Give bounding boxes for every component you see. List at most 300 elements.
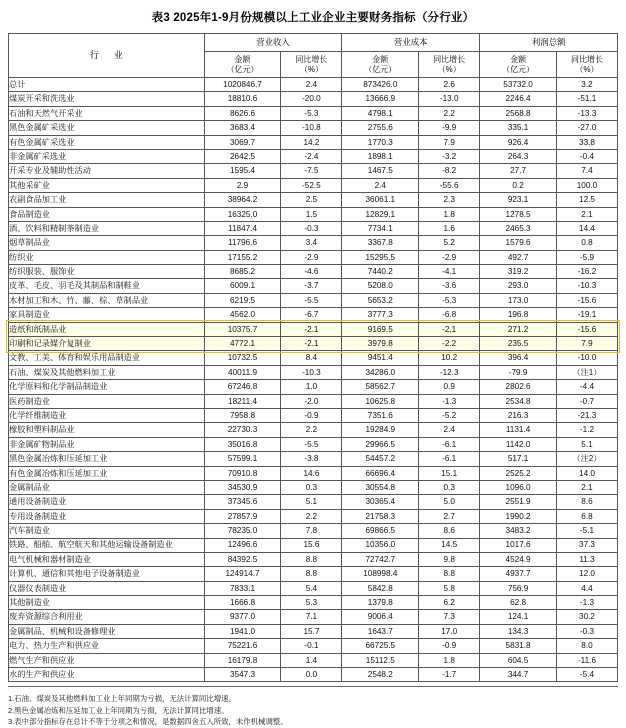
table-row: [9, 552, 618, 566]
revenue-amount-cell: 2.9: [204, 178, 281, 192]
revenue-growth-cell: -5.5: [281, 293, 342, 307]
revenue-amount-cell: 3683.4: [204, 121, 281, 135]
cost-growth-cell: 2.2: [419, 106, 480, 120]
revenue-growth-cell: 7.8: [281, 524, 342, 538]
profit-growth-cell: -10.3: [556, 279, 617, 293]
cost-growth-cell: 6.2: [419, 596, 480, 610]
table-row: [9, 466, 618, 480]
industry-name-cell: 医药制造业: [9, 394, 205, 408]
cost-amount-cell: 9169.5: [342, 322, 419, 336]
profit-growth-cell: -21.3: [556, 408, 617, 422]
profit-amount-cell: 124.1: [480, 610, 557, 624]
industry-name-cell: 计算机、通信和其他电子设备制造业: [9, 567, 205, 581]
cost-growth-cell: -2.1: [419, 322, 480, 336]
profit-amount-cell: 216.3: [480, 408, 557, 422]
cost-growth-cell: 1.8: [419, 653, 480, 667]
industry-name-cell: 文教、工美、体育和娱乐用品制造业: [9, 351, 205, 365]
profit-growth-cell: -15.6: [556, 322, 617, 336]
profit-amount-cell: 2802.6: [480, 380, 557, 394]
profit-amount-cell: 923.1: [480, 193, 557, 207]
revenue-amount-cell: 84392.5: [204, 552, 281, 566]
revenue-amount-cell: 9377.0: [204, 610, 281, 624]
profit-amount-cell: 53732.0: [480, 78, 557, 92]
cost-growth-cell: 8.6: [419, 524, 480, 538]
cost-growth-cell: -2.9: [419, 250, 480, 264]
profit-growth-cell: -0.3: [556, 624, 617, 638]
table-row: [9, 106, 618, 120]
cost-amount-cell: 2.4: [342, 178, 419, 192]
note-line: 3.表中部分指标存在总计不等于分项之和情况，是数据四舍五入所致，未作机械调整。: [8, 717, 288, 727]
table-row: [9, 149, 618, 163]
table-row: [9, 135, 618, 149]
revenue-amount-cell: 67246.8: [204, 380, 281, 394]
profit-amount-cell: 1142.0: [480, 437, 557, 451]
column-header-profit-growth: 同比增长 （%）: [556, 52, 617, 78]
cost-amount-cell: 873426.0: [342, 78, 419, 92]
revenue-amount-cell: 16325.0: [204, 207, 281, 221]
profit-amount-cell: 335.1: [480, 121, 557, 135]
revenue-amount-cell: 7833.1: [204, 581, 281, 595]
profit-growth-cell: （注2）: [556, 452, 617, 466]
profit-amount-cell: 2525.2: [480, 466, 557, 480]
industry-name-cell: 石油和天然气开采业: [9, 106, 205, 120]
table-row: [9, 610, 618, 624]
cost-amount-cell: 66696.4: [342, 466, 419, 480]
profit-growth-cell: -1.2: [556, 423, 617, 437]
profit-amount-cell: 4937.7: [480, 567, 557, 581]
profit-growth-cell: -51.1: [556, 92, 617, 106]
cost-growth-cell: 7.9: [419, 135, 480, 149]
industry-name-cell: 纺织业: [9, 250, 205, 264]
profit-amount-cell: 2246.4: [480, 92, 557, 106]
revenue-amount-cell: 4562.0: [204, 308, 281, 322]
revenue-growth-cell: 8.8: [281, 567, 342, 581]
table-row: [9, 207, 618, 221]
table-row: [9, 178, 618, 192]
industry-name-cell: 木材加工和木、竹、藤、棕、草制品业: [9, 293, 205, 307]
cost-amount-cell: 34286.0: [342, 365, 419, 379]
revenue-growth-cell: -0.1: [281, 639, 342, 653]
table-row: [9, 380, 618, 394]
profit-amount-cell: 134.3: [480, 624, 557, 638]
profit-growth-cell: -4.4: [556, 380, 617, 394]
profit-growth-cell: -15.6: [556, 293, 617, 307]
industry-name-cell: 化学纤维制造业: [9, 408, 205, 422]
cost-amount-cell: 108998.4: [342, 567, 419, 581]
cost-amount-cell: 15295.5: [342, 250, 419, 264]
profit-growth-cell: 7.4: [556, 164, 617, 178]
industry-name-cell: 印刷和记录媒介复制业: [9, 337, 205, 351]
profit-amount-cell: 1017.6: [480, 538, 557, 552]
industry-name-cell: 黑色金属矿采选业: [9, 121, 205, 135]
cost-growth-cell: -6.1: [419, 452, 480, 466]
cost-amount-cell: 12829.1: [342, 207, 419, 221]
revenue-growth-cell: 5.3: [281, 596, 342, 610]
table-row: [9, 538, 618, 552]
industry-name-cell: 汽车制造业: [9, 524, 205, 538]
revenue-amount-cell: 3547.3: [204, 668, 281, 682]
revenue-growth-cell: -2.4: [281, 149, 342, 163]
revenue-amount-cell: 1020846.7: [204, 78, 281, 92]
profit-growth-cell: 4.4: [556, 581, 617, 595]
cost-growth-cell: 7.3: [419, 610, 480, 624]
cost-amount-cell: 29966.5: [342, 437, 419, 451]
revenue-amount-cell: 124914.7: [204, 567, 281, 581]
industry-name-cell: 通用设备制造业: [9, 495, 205, 509]
cost-growth-cell: -3.2: [419, 149, 480, 163]
industry-name-cell: 其他采矿业: [9, 178, 205, 192]
cost-growth-cell: -8.2: [419, 164, 480, 178]
cost-growth-cell: -6.8: [419, 308, 480, 322]
table-row: [9, 567, 618, 581]
industry-name-cell: 专用设备制造业: [9, 509, 205, 523]
table-row: [9, 452, 618, 466]
cost-amount-cell: 5653.2: [342, 293, 419, 307]
industry-name-cell: 其他制造业: [9, 596, 205, 610]
profit-growth-cell: -0.7: [556, 394, 617, 408]
industry-name-cell: 农副食品加工业: [9, 193, 205, 207]
profit-amount-cell: 1278.5: [480, 207, 557, 221]
revenue-amount-cell: 35016.8: [204, 437, 281, 451]
profit-amount-cell: 1131.4: [480, 423, 557, 437]
industry-name-cell: 废弃资源综合利用业: [9, 610, 205, 624]
cost-amount-cell: 2755.6: [342, 121, 419, 135]
industry-name-cell: 开采专业及辅助性活动: [9, 164, 205, 178]
cost-amount-cell: 9451.4: [342, 351, 419, 365]
profit-amount-cell: 1096.0: [480, 480, 557, 494]
revenue-amount-cell: 17155.2: [204, 250, 281, 264]
column-header-cost-amount: 金额 （亿元）: [342, 52, 419, 78]
cost-amount-cell: 7440.2: [342, 265, 419, 279]
cost-growth-cell: 5.8: [419, 581, 480, 595]
profit-growth-cell: -19.1: [556, 308, 617, 322]
revenue-growth-cell: 2.4: [281, 78, 342, 92]
table-row: [9, 293, 618, 307]
cost-amount-cell: 1643.7: [342, 624, 419, 638]
revenue-amount-cell: 10375.7: [204, 322, 281, 336]
profit-growth-cell: 8.6: [556, 495, 617, 509]
cost-amount-cell: 69866.5: [342, 524, 419, 538]
profit-amount-cell: 235.5: [480, 337, 557, 351]
revenue-growth-cell: 8.8: [281, 552, 342, 566]
profit-amount-cell: 396.4: [480, 351, 557, 365]
revenue-amount-cell: 4772.1: [204, 337, 281, 351]
cost-amount-cell: 7351.6: [342, 408, 419, 422]
table-row: [9, 365, 618, 379]
revenue-amount-cell: 12496.6: [204, 538, 281, 552]
profit-amount-cell: 27.7: [480, 164, 557, 178]
cost-growth-cell: 17.0: [419, 624, 480, 638]
table-row: [9, 322, 618, 336]
cost-growth-cell: -6.1: [419, 437, 480, 451]
profit-amount-cell: 173.0: [480, 293, 557, 307]
table-row: [9, 78, 618, 92]
note-line: 2.黑色金属冶炼和压延加工业上年同期为亏损，无法计算同比增速。: [8, 705, 229, 715]
revenue-growth-cell: 2.2: [281, 423, 342, 437]
revenue-growth-cell: -5.3: [281, 106, 342, 120]
cost-growth-cell: 2.6: [419, 78, 480, 92]
revenue-amount-cell: 18211.4: [204, 394, 281, 408]
revenue-growth-cell: -2.1: [281, 337, 342, 351]
table-row: [9, 351, 618, 365]
cost-growth-cell: -1.3: [419, 394, 480, 408]
revenue-amount-cell: 6009.1: [204, 279, 281, 293]
profit-amount-cell: 293.0: [480, 279, 557, 293]
cost-growth-cell: 5.2: [419, 236, 480, 250]
profit-growth-cell: 12.5: [556, 193, 617, 207]
industry-name-cell: 仪器仪表制造业: [9, 581, 205, 595]
industry-name-cell: 水的生产和供应业: [9, 668, 205, 682]
cost-growth-cell: 2.3: [419, 193, 480, 207]
cost-amount-cell: 3777.3: [342, 308, 419, 322]
cost-growth-cell: -12.3: [419, 365, 480, 379]
profit-amount-cell: 264.3: [480, 149, 557, 163]
industry-name-cell: 黑色金属冶炼和压延加工业: [9, 452, 205, 466]
revenue-growth-cell: 8.4: [281, 351, 342, 365]
revenue-growth-cell: -6.7: [281, 308, 342, 322]
revenue-growth-cell: 1.5: [281, 207, 342, 221]
cost-growth-cell: 1.8: [419, 207, 480, 221]
profit-growth-cell: 14.0: [556, 466, 617, 480]
revenue-amount-cell: 22730.3: [204, 423, 281, 437]
financial-indicators-table: [8, 33, 618, 682]
table-row: [9, 408, 618, 422]
revenue-growth-cell: 15.6: [281, 538, 342, 552]
profit-growth-cell: -16.2: [556, 265, 617, 279]
revenue-growth-cell: 2.2: [281, 509, 342, 523]
industry-name-cell: 酒、饮料和精制茶制造业: [9, 221, 205, 235]
revenue-growth-cell: -4.6: [281, 265, 342, 279]
table-row: [9, 437, 618, 451]
cost-growth-cell: -55.6: [419, 178, 480, 192]
revenue-amount-cell: 1666.8: [204, 596, 281, 610]
table-row: [9, 337, 618, 351]
industry-name-cell: 石油、煤炭及其他燃料加工业: [9, 365, 205, 379]
industry-name-cell: 电气机械和器材制造业: [9, 552, 205, 566]
cost-growth-cell: 2.7: [419, 509, 480, 523]
profit-growth-cell: 30.2: [556, 610, 617, 624]
profit-growth-cell: -11.6: [556, 653, 617, 667]
cost-amount-cell: 58562.7: [342, 380, 419, 394]
column-header-revenue-amount: 金额 （亿元）: [204, 52, 281, 78]
profit-growth-cell: 2.1: [556, 207, 617, 221]
profit-amount-cell: 517.1: [480, 452, 557, 466]
profit-growth-cell: 5.1: [556, 437, 617, 451]
profit-amount-cell: 2568.8: [480, 106, 557, 120]
profit-amount-cell: 0.2: [480, 178, 557, 192]
revenue-growth-cell: -3.8: [281, 452, 342, 466]
revenue-growth-cell: -10.8: [281, 121, 342, 135]
revenue-growth-cell: -2.1: [281, 322, 342, 336]
cost-amount-cell: 3979.8: [342, 337, 419, 351]
industry-name-cell: 燃气生产和供应业: [9, 653, 205, 667]
industry-name-cell: 食品制造业: [9, 207, 205, 221]
revenue-amount-cell: 2642.5: [204, 149, 281, 163]
cost-amount-cell: 5208.0: [342, 279, 419, 293]
cost-amount-cell: 72742.7: [342, 552, 419, 566]
cost-amount-cell: 7734.1: [342, 221, 419, 235]
industry-name-cell: 有色金属矿采选业: [9, 135, 205, 149]
table-row: [9, 653, 618, 667]
cost-amount-cell: 1379.8: [342, 596, 419, 610]
revenue-growth-cell: 0.3: [281, 480, 342, 494]
table-row: [9, 279, 618, 293]
revenue-growth-cell: 3.4: [281, 236, 342, 250]
revenue-amount-cell: 6219.5: [204, 293, 281, 307]
column-header-industry: 行 业: [9, 34, 205, 78]
industry-name-cell: 烟草制品业: [9, 236, 205, 250]
profit-growth-cell: -13.3: [556, 106, 617, 120]
table-row: [9, 524, 618, 538]
revenue-growth-cell: 7.1: [281, 610, 342, 624]
table-row: [9, 423, 618, 437]
cost-growth-cell: 9.8: [419, 552, 480, 566]
profit-amount-cell: 196.8: [480, 308, 557, 322]
cost-amount-cell: 13666.9: [342, 92, 419, 106]
cost-amount-cell: 1898.1: [342, 149, 419, 163]
notes-divider: [8, 686, 618, 687]
revenue-amount-cell: 16179.8: [204, 653, 281, 667]
column-header-cost-growth: 同比增长 （%）: [419, 52, 480, 78]
industry-name-cell: 有色金属冶炼和压延加工业: [9, 466, 205, 480]
page-title: 表3 2025年1-9月份规模以上工业企业主要财务指标（分行业）: [151, 12, 475, 24]
profit-amount-cell: -79.9: [480, 365, 557, 379]
profit-growth-cell: -0.4: [556, 149, 617, 163]
cost-amount-cell: 10356.0: [342, 538, 419, 552]
profit-growth-cell: -5.1: [556, 524, 617, 538]
industry-name-cell: 橡胶和塑料制品业: [9, 423, 205, 437]
profit-amount-cell: 2534.8: [480, 394, 557, 408]
table-row: [9, 509, 618, 523]
industry-name-cell: 非金属矿物制品业: [9, 437, 205, 451]
revenue-growth-cell: -2.0: [281, 394, 342, 408]
note-line: 1.石油、煤炭及其他燃料加工业上年同期为亏损，无法计算同比增速。: [8, 694, 236, 704]
table-row: [9, 121, 618, 135]
profit-amount-cell: 5831.8: [480, 639, 557, 653]
cost-growth-cell: 5.0: [419, 495, 480, 509]
table-body: [9, 78, 618, 682]
profit-growth-cell: -5.4: [556, 668, 617, 682]
profit-amount-cell: 2551.9: [480, 495, 557, 509]
cost-growth-cell: 2.4: [419, 423, 480, 437]
cost-amount-cell: 10625.8: [342, 394, 419, 408]
column-group-revenue: 营业收入: [204, 34, 342, 52]
profit-growth-cell: 0.8: [556, 236, 617, 250]
cost-growth-cell: -5.2: [419, 408, 480, 422]
profit-growth-cell: -10.0: [556, 351, 617, 365]
table-row: [9, 308, 618, 322]
column-header-profit-amount: 金额 （亿元）: [480, 52, 557, 78]
profit-amount-cell: 1990.2: [480, 509, 557, 523]
cost-growth-cell: 0.3: [419, 480, 480, 494]
profit-growth-cell: -27.0: [556, 121, 617, 135]
revenue-growth-cell: -5.5: [281, 437, 342, 451]
profit-amount-cell: 4524.9: [480, 552, 557, 566]
cost-amount-cell: 5842.8: [342, 581, 419, 595]
profit-amount-cell: 344.7: [480, 668, 557, 682]
revenue-amount-cell: 1941.0: [204, 624, 281, 638]
profit-growth-cell: 2.1: [556, 480, 617, 494]
revenue-amount-cell: 1595.4: [204, 164, 281, 178]
table-row: [9, 265, 618, 279]
cost-growth-cell: -1.7: [419, 668, 480, 682]
profit-growth-cell: 3.2: [556, 78, 617, 92]
cost-growth-cell: 14.5: [419, 538, 480, 552]
industry-name-cell: 金属制品、机械和设备修理业: [9, 624, 205, 638]
industry-name-cell: 铁路、船舶、航空航天和其他运输设备制造业: [9, 538, 205, 552]
column-group-profit: 利润总额: [480, 34, 618, 52]
revenue-growth-cell: 2.5: [281, 193, 342, 207]
profit-amount-cell: 319.2: [480, 265, 557, 279]
profit-growth-cell: -1.3: [556, 596, 617, 610]
table-row: [9, 250, 618, 264]
table-row: [9, 639, 618, 653]
revenue-growth-cell: 1.0: [281, 380, 342, 394]
industry-name-cell: 家具制造业: [9, 308, 205, 322]
profit-amount-cell: 271.2: [480, 322, 557, 336]
industry-name-cell: 皮革、毛皮、羽毛及其制品和制鞋业: [9, 279, 205, 293]
profit-growth-cell: 37.3: [556, 538, 617, 552]
revenue-amount-cell: 78235.0: [204, 524, 281, 538]
industry-name-cell: 煤炭开采和洗选业: [9, 92, 205, 106]
revenue-amount-cell: 38964.2: [204, 193, 281, 207]
cost-growth-cell: -0.9: [419, 639, 480, 653]
cost-growth-cell: -13.0: [419, 92, 480, 106]
table-row: [9, 193, 618, 207]
revenue-amount-cell: 3069.7: [204, 135, 281, 149]
profit-growth-cell: 14.4: [556, 221, 617, 235]
table-row: [9, 480, 618, 494]
cost-amount-cell: 54457.2: [342, 452, 419, 466]
profit-amount-cell: 62.8: [480, 596, 557, 610]
revenue-amount-cell: 34530.9: [204, 480, 281, 494]
profit-growth-cell: 33.8: [556, 135, 617, 149]
revenue-growth-cell: -2.9: [281, 250, 342, 264]
revenue-growth-cell: -7.5: [281, 164, 342, 178]
cost-growth-cell: 10.2: [419, 351, 480, 365]
revenue-amount-cell: 27857.9: [204, 509, 281, 523]
profit-amount-cell: 492.7: [480, 250, 557, 264]
cost-growth-cell: -2.2: [419, 337, 480, 351]
cost-amount-cell: 4798.1: [342, 106, 419, 120]
industry-name-cell: 总计: [9, 78, 205, 92]
cost-growth-cell: 1.6: [419, 221, 480, 235]
cost-amount-cell: 1770.3: [342, 135, 419, 149]
revenue-amount-cell: 57599.1: [204, 452, 281, 466]
industry-name-cell: 电力、热力生产和供应业: [9, 639, 205, 653]
revenue-growth-cell: -20.0: [281, 92, 342, 106]
cost-amount-cell: 15112.5: [342, 653, 419, 667]
revenue-growth-cell: 14.2: [281, 135, 342, 149]
cost-growth-cell: 8.8: [419, 567, 480, 581]
revenue-amount-cell: 40011.9: [204, 365, 281, 379]
profit-growth-cell: 7.9: [556, 337, 617, 351]
revenue-amount-cell: 70910.8: [204, 466, 281, 480]
revenue-growth-cell: 15.7: [281, 624, 342, 638]
table-row: [9, 596, 618, 610]
profit-amount-cell: 756.9: [480, 581, 557, 595]
revenue-amount-cell: 75221.6: [204, 639, 281, 653]
table-header-groups: [9, 34, 618, 52]
cost-amount-cell: 1467.5: [342, 164, 419, 178]
profit-growth-cell: 6.8: [556, 509, 617, 523]
cost-amount-cell: 30554.8: [342, 480, 419, 494]
revenue-amount-cell: 18810.6: [204, 92, 281, 106]
industry-name-cell: 造纸和纸制品业: [9, 322, 205, 336]
cost-amount-cell: 9006.4: [342, 610, 419, 624]
profit-amount-cell: 1579.6: [480, 236, 557, 250]
cost-growth-cell: -3.6: [419, 279, 480, 293]
